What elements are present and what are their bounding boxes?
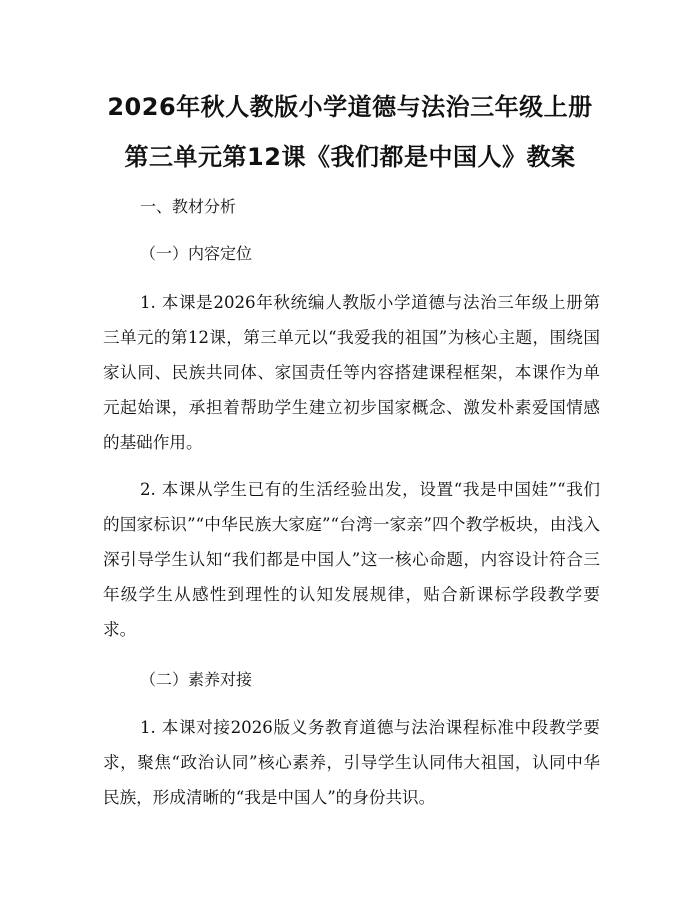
section-heading-material-analysis: 一、教材分析: [140, 197, 237, 216]
subsection-heading-content-positioning: （一）内容定位: [140, 244, 253, 263]
document-title-line-2: 第三单元第12课《我们都是中国人》教案: [124, 143, 576, 171]
document-title-line-1: 2026年秋人教版小学道德与法治三年级上册: [107, 93, 593, 121]
paragraph-content-positioning-2: 2. 本课从学生已有的生活经验出发，设置“我是中国娃”“我们的国家标识”“中华民族大家庭”“台湾一家亲”四个教学板块，由浅入深引导学生认知“我们都是中国人”这一核心命题，内容设计符合三年级学生从感性到理性的认知发展规律，贴合新课标学段教学要求。: [103, 480, 600, 639]
subsection-heading-literacy-alignment: （二）素养对接: [140, 670, 253, 689]
paragraph-literacy-alignment-1: 1. 本课对接2026版义务教育道德与法治课程标准中段教学要求，聚焦“政治认同”核心素养，引导学生认同伟大祖国，认同中华民族，形成清晰的“我是中国人”的身份共识。: [103, 718, 600, 807]
paragraph-content-positioning-1: 1. 本课是2026年秋统编人教版小学道德与法治三年级上册第三单元的第12课，第三单元以“我爱我的祖国”为核心主题，围绕国家认同、民族共同体、家国责任等内容搭建课程框架，本课作为单元起始课，承担着帮助学生建立初步国家概念、激发朴素爱国情感的基础作用。: [103, 293, 600, 452]
